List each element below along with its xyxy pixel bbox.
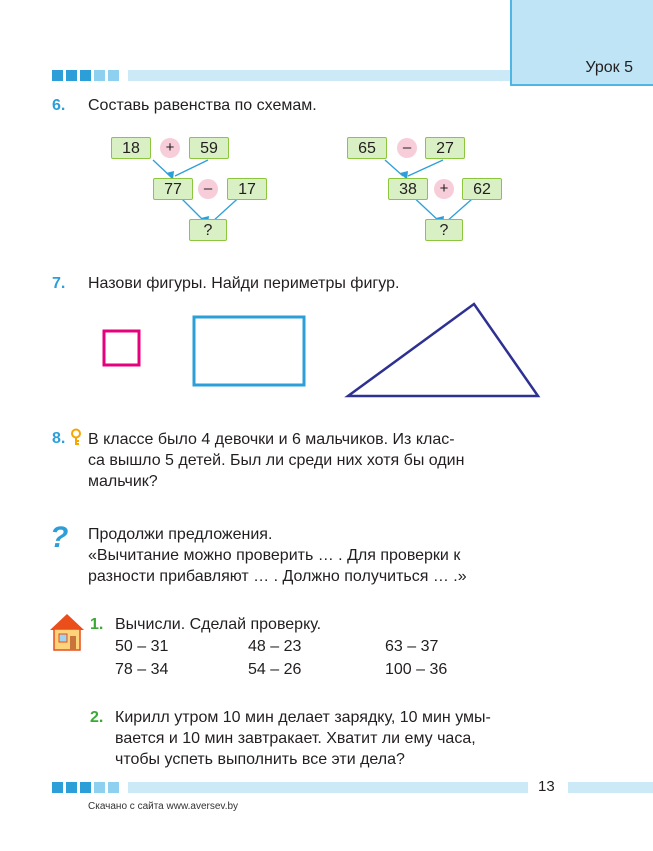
rectangle-figure	[194, 317, 304, 385]
scheme2-result: ?	[425, 219, 463, 241]
task8-line: В классе было 4 девочки и 6 мальчиков. Из клас-	[88, 431, 455, 448]
scheme2-b: 27	[425, 137, 465, 159]
key-icon	[69, 428, 83, 446]
question-mark-icon: ?	[50, 521, 69, 554]
triangle-figure	[348, 304, 538, 396]
page-number: 13	[538, 778, 555, 795]
scheme1-result: ?	[189, 219, 227, 241]
task8-text	[88, 429, 464, 492]
question-line: разности прибавляют … . Должно получиться … .»	[88, 568, 467, 585]
task6-text: Составь равенства по схемам.	[88, 97, 317, 114]
scheme2-d: 62	[462, 178, 502, 200]
source-note: Скачано с сайта www.aversev.by	[88, 801, 239, 812]
home2-line: вается и 10 мин завтракает. Хватит ли ему часа,	[115, 730, 476, 747]
scheme1-op2: –	[198, 179, 218, 199]
home1-text: Вычисли. Сделай проверку.	[115, 616, 322, 633]
home1-expr: 48 – 23	[248, 638, 302, 655]
scheme2-c: 38	[388, 178, 428, 200]
scheme1-d: 17	[227, 178, 267, 200]
lesson-title: Урок 5	[585, 59, 633, 76]
task7-number: 7.	[52, 275, 66, 292]
house-icon	[48, 612, 86, 652]
home2-line: Кирилл утром 10 мин делает зарядку, 10 мин умы-	[115, 709, 491, 726]
scheme-arrows	[0, 0, 653, 260]
scheme2-op2: +	[434, 179, 454, 199]
question-block	[88, 524, 467, 587]
home1-expr: 63 – 37	[385, 638, 439, 655]
scheme1-c: 77	[153, 178, 193, 200]
home1-expr: 100 – 36	[385, 661, 448, 678]
home1-expr: 54 – 26	[248, 661, 302, 678]
home1-expr: 78 – 34	[115, 661, 169, 678]
scheme1-op1: +	[160, 138, 180, 158]
home2-line: чтобы успеть выполнить все эти дела?	[115, 751, 405, 768]
question-line: «Вычитание можно проверить … . Для проверки к	[88, 547, 461, 564]
home2-text	[115, 707, 491, 770]
home1-number: 1.	[90, 616, 104, 633]
task6-number: 6.	[52, 97, 66, 114]
scheme1-b: 59	[189, 137, 229, 159]
figures	[0, 295, 653, 405]
task7-text: Назови фигуры. Найди периметры фигур.	[88, 275, 400, 292]
scheme2-a: 65	[347, 137, 387, 159]
scheme2-op1: –	[397, 138, 417, 158]
home1-expr: 50 – 31	[115, 638, 169, 655]
home2-number: 2.	[90, 709, 104, 726]
square-figure	[104, 331, 139, 365]
task8-number: 8.	[52, 430, 66, 447]
question-title: Продолжи предложения.	[88, 526, 273, 543]
task8-line: са вышло 5 детей. Был ли среди них хотя бы один	[88, 452, 465, 469]
task8-line: мальчик?	[88, 473, 158, 490]
scheme1-a: 18	[111, 137, 151, 159]
